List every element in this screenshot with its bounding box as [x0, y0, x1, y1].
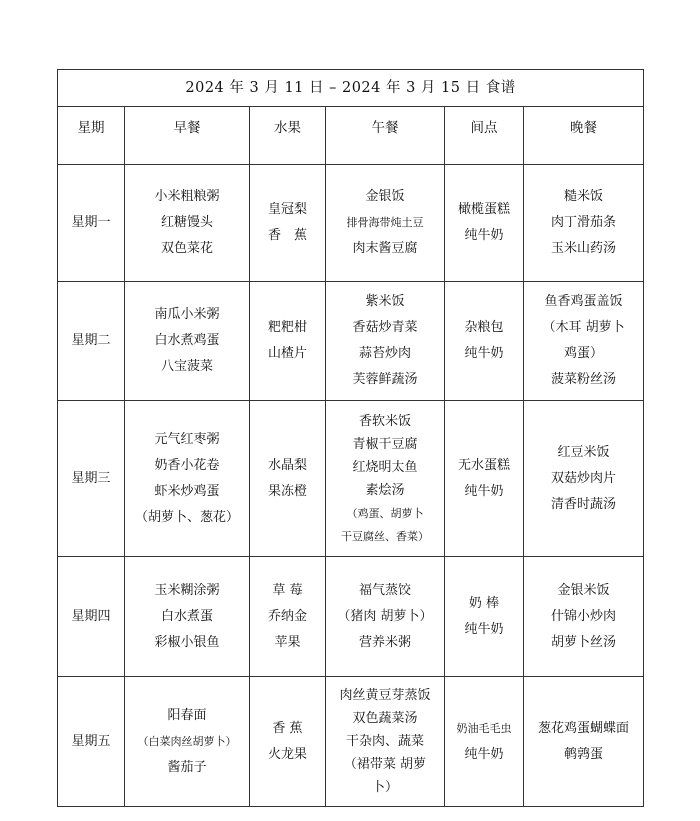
dinner-item: 菠菜粉丝汤 — [551, 372, 617, 387]
fruit-item: 苹果 — [274, 634, 301, 650]
lunch-item: 蒜苔炒肉 — [358, 346, 411, 361]
dinner-item: 金银米饭 — [557, 582, 610, 598]
lunch-item: 香软米饭 — [358, 413, 411, 429]
dinner-item: （木耳 胡萝卜 — [542, 320, 625, 335]
dinner-item: 糙米饭 — [564, 189, 604, 204]
table-row-wednesday — [58, 401, 644, 557]
breakfast-item: 玉米糊涂粥 — [154, 582, 220, 598]
lunch-item: 金银饭 — [365, 189, 405, 204]
header-day: 星期 — [58, 107, 125, 165]
header-dinner: 晚餐 — [524, 107, 644, 165]
fruit-item: 草 莓 — [272, 582, 303, 598]
snack-item: 无水蛋糕 — [457, 457, 510, 473]
fruit-item: 香 蕉 — [272, 720, 303, 736]
day-cell: 星期五 — [58, 677, 125, 807]
snack-item: 杂粮包 — [464, 320, 504, 335]
snack-item: 纯牛奶 — [464, 228, 504, 243]
breakfast-cell — [125, 165, 250, 282]
dinner-item: 清香时蔬汤 — [551, 496, 617, 512]
lunch-cell — [326, 677, 445, 807]
lunch-cell — [326, 557, 445, 677]
breakfast-cell — [125, 677, 250, 807]
weekly-menu-table — [57, 69, 644, 807]
breakfast-item: 小米粗粮粥 — [154, 189, 220, 204]
breakfast-item: 红糖馒头 — [160, 215, 213, 230]
table-row-tuesday — [58, 282, 644, 401]
dinner-item: 葱花鸡蛋蝴蝶面 — [538, 720, 630, 736]
lunch-item: 干杂肉、蔬菜 — [345, 734, 424, 749]
fruit-item: 粑粑柑 — [267, 320, 307, 335]
fruit-item: 山楂片 — [267, 346, 307, 361]
breakfast-item: （胡萝卜、葱花） — [134, 509, 239, 525]
lunch-item: 香菇炒青菜 — [352, 320, 418, 335]
lunch-item: 肉末酱豆腐 — [352, 241, 418, 256]
dinner-item: 什锦小炒肉 — [551, 608, 617, 624]
fruit-item: 皇冠梨 — [267, 202, 307, 217]
dinner-cell — [524, 401, 644, 557]
table-row-friday — [58, 677, 644, 807]
lunch-item: （猪肉 胡萝卜） — [337, 608, 433, 624]
header-snack: 间点 — [445, 107, 524, 165]
lunch-item: 肉丝黄豆芽蒸饭 — [339, 688, 431, 703]
breakfast-item: 彩椒小银鱼 — [154, 634, 220, 650]
dinner-item: 鱼香鸡蛋盖饭 — [544, 294, 623, 309]
dinner-cell — [524, 165, 644, 282]
lunch-item: 青椒干豆腐 — [352, 436, 418, 452]
fruit-cell — [250, 557, 326, 677]
dinner-item: 鹌鹑蛋 — [564, 746, 604, 762]
snack-cell — [445, 165, 524, 282]
fruit-item: 果冻橙 — [267, 483, 307, 499]
breakfast-item: 白水煮鸡蛋 — [154, 333, 220, 348]
lunch-item: 紫米饭 — [365, 294, 405, 309]
dinner-item: 玉米山药汤 — [551, 241, 617, 256]
lunch-item: 干豆腐丝、香菜） — [341, 529, 429, 543]
breakfast-item: 元气红枣粥 — [154, 431, 220, 447]
dinner-item: 双菇炒肉片 — [551, 470, 617, 486]
breakfast-cell — [125, 557, 250, 677]
day-cell: 星期一 — [58, 165, 125, 282]
snack-item: 纯牛奶 — [464, 346, 504, 361]
fruit-item: 水晶梨 — [267, 457, 307, 473]
breakfast-item: 白水煮蛋 — [160, 608, 213, 624]
snack-item: 纯牛奶 — [464, 746, 504, 762]
header-lunch: 午餐 — [326, 107, 445, 165]
header-fruit: 水果 — [250, 107, 326, 165]
lunch-cell — [326, 401, 445, 557]
header-breakfast: 早餐 — [125, 107, 250, 165]
table-row-thursday — [58, 557, 644, 677]
dinner-cell — [524, 677, 644, 807]
fruit-item: 乔纳金 — [267, 608, 307, 624]
breakfast-item: （白菜肉丝胡萝卜） — [137, 734, 237, 748]
breakfast-item: 八宝菠菜 — [160, 359, 213, 374]
header-row — [58, 107, 644, 165]
dinner-item: 鸡蛋） — [564, 346, 604, 361]
snack-item: 纯牛奶 — [464, 621, 504, 637]
fruit-item: 火龙果 — [267, 746, 307, 762]
breakfast-item: 南瓜小米粥 — [154, 307, 220, 322]
lunch-item: 芙蓉鲜蔬汤 — [352, 372, 418, 387]
snack-item: 奶油毛毛虫 — [456, 721, 512, 735]
fruit-item: 香 蕉 — [267, 228, 307, 243]
snack-cell — [445, 677, 524, 807]
lunch-cell — [326, 282, 445, 401]
menu-title: 2024 年 3 月 11 日 – 2024 年 3 月 15 日 食谱 — [58, 70, 644, 107]
snack-cell — [445, 401, 524, 557]
day-cell: 星期二 — [58, 282, 125, 401]
breakfast-cell — [125, 401, 250, 557]
title-row — [58, 70, 644, 107]
lunch-item: 福气蒸饺 — [358, 582, 411, 598]
lunch-item: 红烧明太鱼 — [352, 459, 418, 475]
dinner-item: 胡萝卜丝汤 — [551, 634, 617, 650]
snack-cell — [445, 282, 524, 401]
snack-cell — [445, 557, 524, 677]
day-cell: 星期三 — [58, 401, 125, 557]
fruit-cell — [250, 165, 326, 282]
table-row-monday — [58, 165, 644, 282]
breakfast-cell — [125, 282, 250, 401]
breakfast-item: 双色菜花 — [160, 241, 213, 256]
fruit-cell — [250, 282, 326, 401]
lunch-item: （裙带菜 胡萝 — [343, 757, 427, 772]
breakfast-item: 奶香小花卷 — [154, 457, 220, 473]
lunch-item: 卜） — [371, 780, 398, 795]
breakfast-item: 阳春面 — [167, 707, 207, 723]
lunch-cell — [326, 165, 445, 282]
dinner-item: 红豆米饭 — [557, 444, 610, 460]
fruit-cell — [250, 677, 326, 807]
dinner-cell — [524, 282, 644, 401]
lunch-item: 营养米粥 — [358, 634, 411, 650]
day-cell: 星期四 — [58, 557, 125, 677]
breakfast-item: 酱茄子 — [167, 759, 207, 775]
snack-item: 橄榄蛋糕 — [457, 202, 510, 217]
lunch-item: 排骨海带炖土豆 — [346, 216, 424, 229]
fruit-cell — [250, 401, 326, 557]
snack-item: 纯牛奶 — [464, 483, 504, 499]
lunch-item: （鸡蛋、胡萝卜 — [346, 506, 424, 520]
breakfast-item: 虾米炒鸡蛋 — [154, 483, 220, 499]
dinner-item: 肉丁滑茄条 — [551, 215, 617, 230]
lunch-item: 素烩汤 — [365, 482, 405, 498]
dinner-cell — [524, 557, 644, 677]
snack-item: 奶 棒 — [468, 595, 500, 611]
lunch-item: 双色蔬菜汤 — [352, 711, 418, 726]
